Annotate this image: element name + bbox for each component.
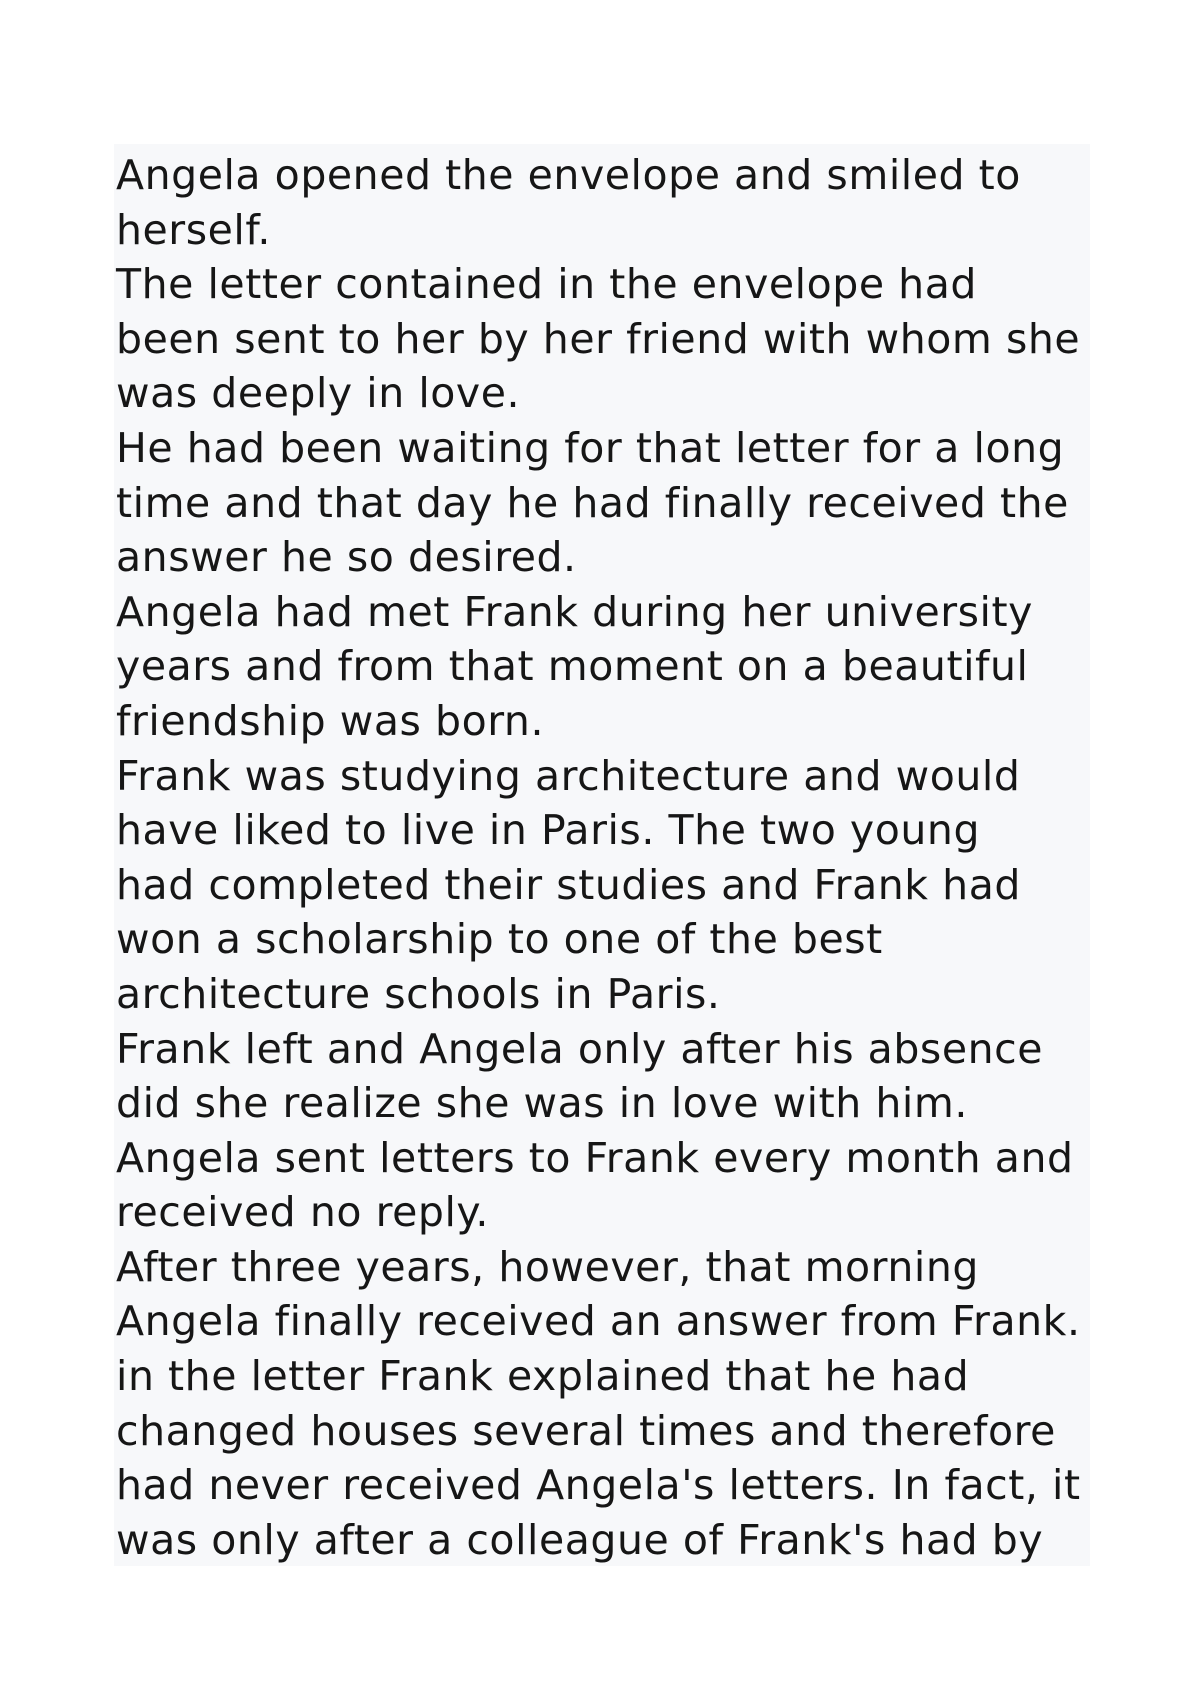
text-line: answer he so desired. <box>116 533 577 582</box>
text-line: He had been waiting for that letter for a long <box>116 423 1065 472</box>
text-line: Angela sent letters to Frank every month and <box>116 1133 1074 1182</box>
text-line: had completed their studies and Frank had <box>116 860 1021 909</box>
text-line: had never received Angela's letters. In fact, it <box>116 1461 1081 1510</box>
text-line: years and from that moment on a beautiful <box>116 642 1029 691</box>
text-line: friendship was born. <box>116 696 545 745</box>
text-line: time and that day he had finally received the <box>116 478 1069 527</box>
text-line: received no reply. <box>116 1188 489 1237</box>
text-line: in the letter Frank explained that he had <box>116 1352 970 1401</box>
text-line: Frank left and Angela only after his absence <box>116 1024 1044 1073</box>
text-line: won a scholarship to one of the best <box>116 915 883 964</box>
text-line: did she realize she was in love with him. <box>116 1079 968 1128</box>
text-line: The letter contained in the envelope had <box>116 260 977 309</box>
text-line: have liked to live in Paris. The two young <box>116 806 981 855</box>
text-line: was deeply in love. <box>116 369 521 418</box>
text-line: was only after a colleague of Frank's had by <box>116 1515 1044 1564</box>
text-line: been sent to her by her friend with whom she <box>116 314 1081 363</box>
text-line: changed houses several times and therefore <box>116 1406 1056 1455</box>
text-line: Angela finally received an answer from Frank. <box>116 1297 1081 1346</box>
text-line: Angela had met Frank during her university <box>116 587 1033 636</box>
text-line: herself. <box>116 205 271 254</box>
text-line: architecture schools in Paris. <box>116 969 721 1018</box>
document-text-block <box>114 144 1090 1566</box>
text-line: Frank was studying architecture and would <box>116 751 1021 800</box>
text-line: After three years, however, that morning <box>116 1242 979 1291</box>
text-line: Angela opened the envelope and smiled to <box>116 151 1021 199</box>
